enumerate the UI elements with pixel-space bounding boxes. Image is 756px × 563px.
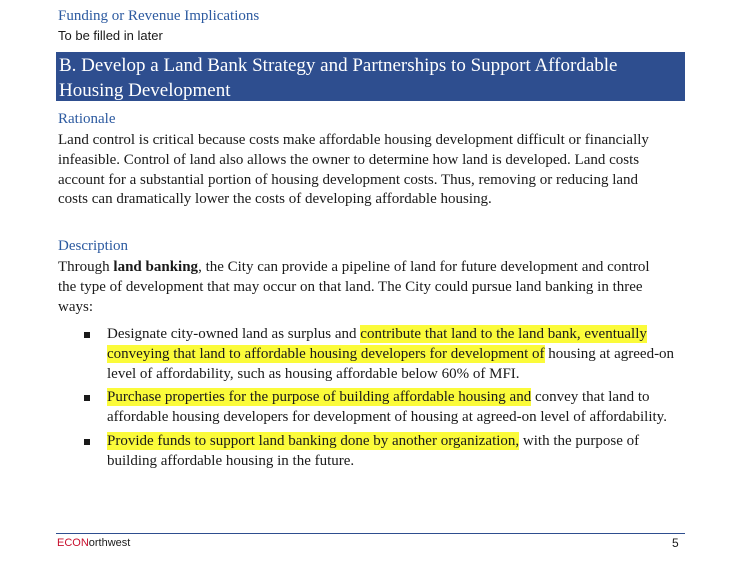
bullet-text: with the purpose of building affordable housing in the future.: [107, 432, 640, 469]
intro-bold-term: land banking: [113, 259, 199, 275]
description-intro: [58, 258, 668, 317]
footer-brand-prefix: ECON: [57, 537, 89, 549]
funding-note: To be filled in later: [58, 28, 163, 43]
rationale-paragraph: Land control is critical because costs make affordable housing development difficult or financially infeasible. Control of land also allows the owner to determine how land is developed. Land costs account for a substantial portion of housing development costs. Thus, removing or reducing land costs can dramatically lower the costs of developing affordable housing.: [58, 132, 649, 208]
page-number: 5: [672, 536, 679, 550]
highlighted-text: Purchase properties for the purpose of building affordable housing and: [107, 389, 532, 406]
section-title-banner: [56, 52, 685, 101]
footer-rule: [56, 533, 685, 534]
bullet-marker: [84, 332, 90, 338]
highlighted-text: Provide funds to support land banking done by another organization,: [107, 432, 520, 449]
bullet-text: Designate city-owned land as surplus and: [107, 326, 361, 342]
bullet-text: housing at agreed-on level of affordability, such as housing affordable below 60% of MFI.: [107, 345, 675, 382]
bullet-text: convey that land to affordable housing developers for development of housing at agreed-on level of affordability.: [107, 389, 667, 426]
funding-heading: Funding or Revenue Implications: [58, 8, 260, 24]
intro-text-end: , the City can provide a pipeline of land for future development and control the type of development that may occur on that land. The City could pursue land banking in three ways:: [58, 259, 650, 315]
description-heading: Description: [58, 238, 128, 254]
section-title: B. Develop a Land Bank Strategy and Partnerships to Support Affordable Housing Development: [59, 55, 618, 101]
highlighted-text: contribute that land to the land bank, eventually conveying that land to affordable housing developers for development of: [107, 326, 647, 362]
intro-text-start: Through: [58, 259, 114, 275]
footer-brand: [57, 537, 130, 549]
bullet-marker: [84, 439, 90, 445]
list-item: [58, 388, 690, 428]
rationale-heading: Rationale: [58, 111, 116, 127]
footer-brand-suffix: orthwest: [88, 537, 131, 549]
list-item: [58, 325, 690, 384]
list-item: [58, 432, 690, 472]
bullet-marker: [84, 395, 90, 401]
bullet-list: [58, 325, 690, 476]
